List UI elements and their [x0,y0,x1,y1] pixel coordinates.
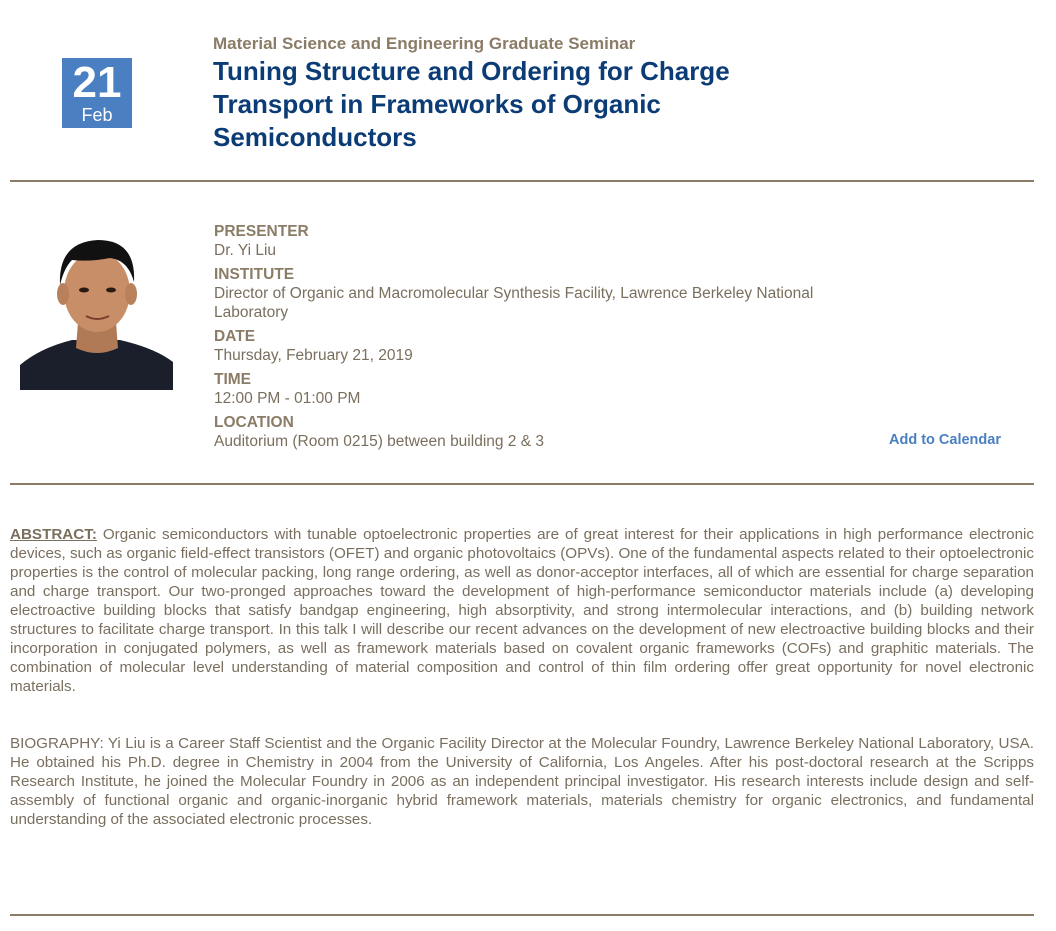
date-month: Feb [81,105,113,125]
time-value: 12:00 PM - 01:00 PM [214,390,361,407]
institute-value: Director of Organic and Macromolecular Synthesis Facility, Lawrence Berkeley National Laboratory [214,285,814,321]
location-value: Auditorium (Room 0215) between building 2 & 3 [214,433,544,450]
institute-label: INSTITUTE [214,266,295,283]
abstract-label: ABSTRACT: [10,526,97,543]
seminar-details [214,222,864,456]
date-badge [62,58,132,128]
abstract [10,525,1034,696]
location-label: LOCATION [214,414,294,431]
divider [10,180,1034,182]
abstract-text: Organic semiconductors with tunable optoelectronic properties are of great interest for their applications in high performance electronic devices, such as organic field-effect transistors (OFET) and organic photovoltaics (OPVs). One of the fundamental aspects related to their optoelectronic properties is the control of molecular packing, long range ordering, as well as donor-acceptor interfaces, all of which are essential for charge separation and charge transport. Our two-pronged approaches toward the development of high-performance semiconductor materials include (a) developing electroactive building blocks that satisfy bandgap engineering, high absorptivity, and strong intermolecular interactions, and (b) building network structures to facilitate charge transport. In this talk I will describe our recent advances on the development of new electroactive building blocks and their incorporation in conjugated polymers, as well as framework materials based on covalent organic frameworks (COFs) and graphitic materials. The combination of molecular level understanding of material composition and control of thin film ordering offer great opportunity for novel electronic materials. [10,526,1034,695]
divider [10,914,1034,916]
divider [10,483,1034,485]
date-value: Thursday, February 21, 2019 [214,347,413,364]
seminar-series: Material Science and Engineering Graduate Seminar [213,34,636,53]
add-to-calendar-link[interactable]: Add to Calendar [889,432,1001,448]
presenter-photo [20,230,173,390]
date-label: DATE [214,328,256,345]
time-label: TIME [214,371,252,388]
seminar-title: Tuning Structure and Ordering for Charge Transport in Frameworks of Organic Semiconductors [213,56,730,152]
presenter-label: PRESENTER [214,223,309,240]
presenter-name: Dr. Yi Liu [214,242,277,259]
biography: BIOGRAPHY: Yi Liu is a Career Staff Scientist and the Organic Facility Director at the Molecular Foundry, Lawrence Berkeley National Laboratory, USA. He obtained his Ph.D. degree in Chemistry in 2004 from the University of California, Los Angeles. After his post-doctoral research at the Scripps Research Institute, he joined the Molecular Foundry in 2006 as an independent principal investigator. His research interests include design and self-assembly of functional organic and organic-inorganic hybrid framework materials, materials chemistry for organic electronics, and fundamental understanding of the associated electronic processes. [10,735,1034,828]
date-day: 21 [72,58,122,107]
